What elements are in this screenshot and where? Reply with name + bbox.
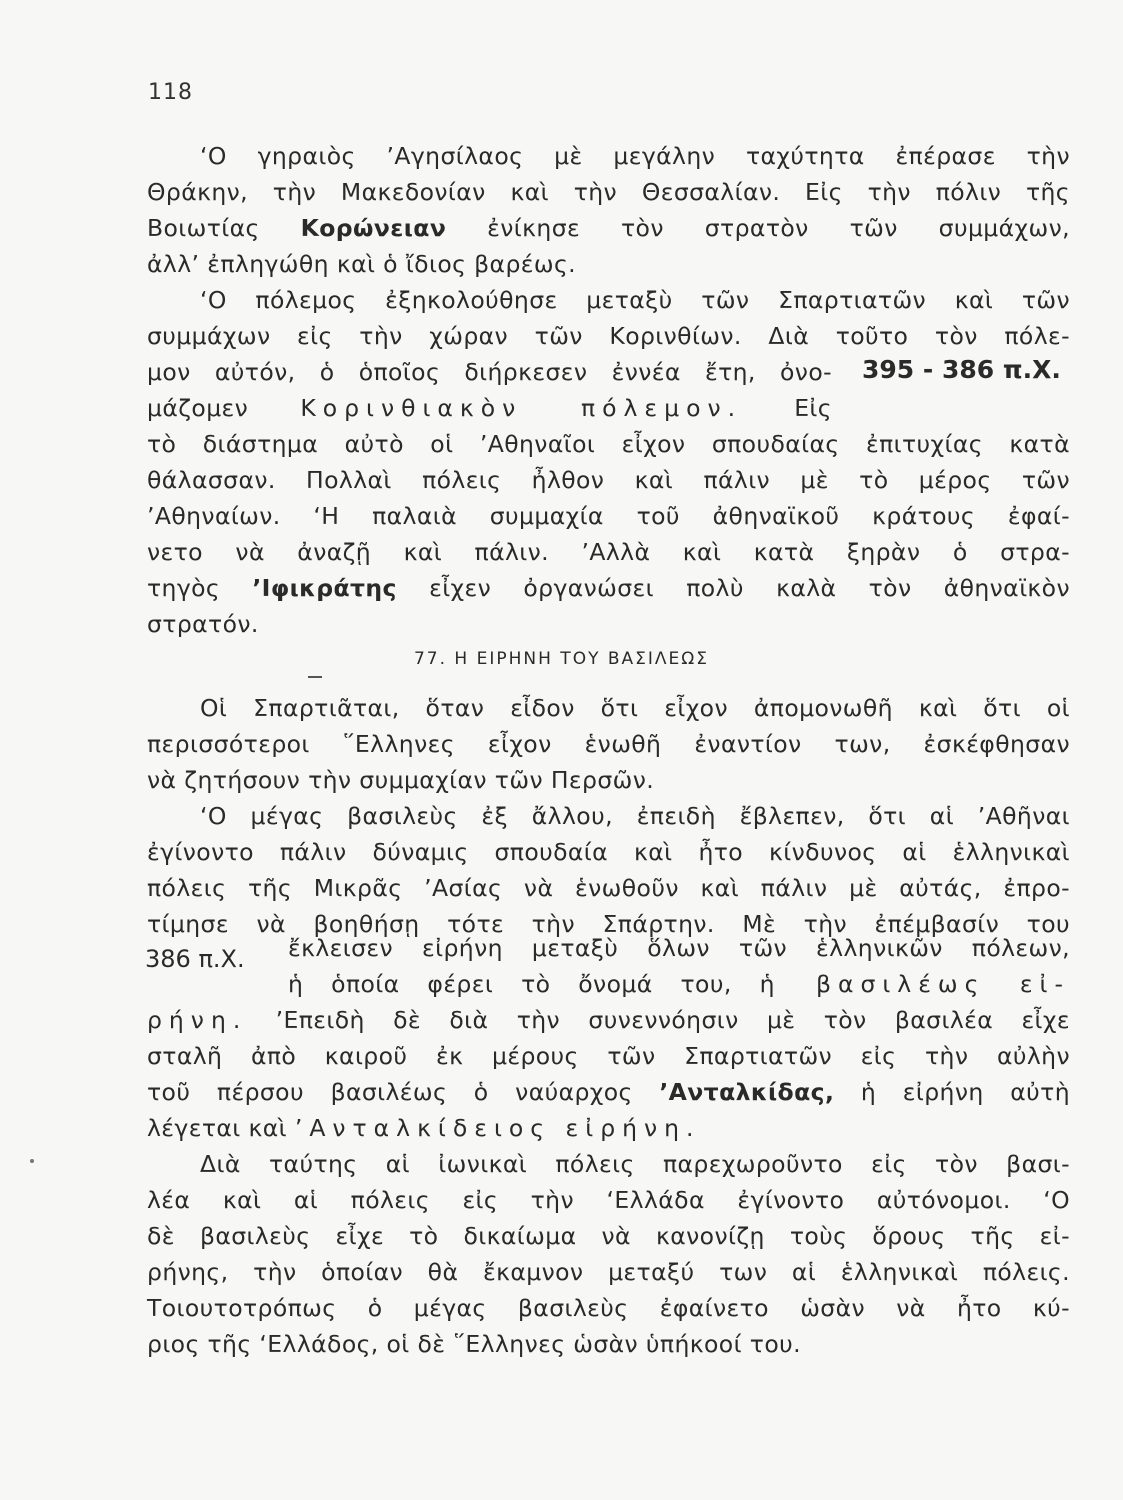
text-line: [147, 498, 1070, 534]
text-run: μον αὐτόν, ὁ ὁποῖος διήρκεσεν ἐννέα ἔτη, ὀνο-: [147, 358, 832, 386]
text-line: [147, 606, 1070, 642]
text-run: Θράκην, τὴν Μακεδονίαν καὶ τὴν Θεσσαλίαν. Εἰς τὴν πόλιν τῆς: [147, 178, 1070, 206]
spaced-term: Κορινθιακὸν πόλεμον.: [300, 394, 743, 422]
text-line: [147, 390, 832, 426]
text-run: ἡ ὁποία φέρει τὸ ὄνομά του,: [288, 970, 760, 998]
text-line: [200, 798, 1070, 834]
text-run: ἐνίκησε τὸν στρατὸν τῶν συμμάχων,: [446, 214, 1070, 242]
text-line: [147, 1038, 1070, 1074]
text-run: πόλεις τῆς Μικρᾶς ’Ασίας νὰ ἑνωθοῦν καὶ πάλιν μὲ αὐτάς, ἐπρο-: [147, 874, 1070, 902]
text-line: [200, 138, 1070, 174]
text-run: ἐγίνοντο πάλιν δύναμις σπουδαία καὶ ἦτο κίνδυνος αἱ ἑλληνικαὶ: [147, 838, 1070, 866]
divider: [308, 676, 322, 678]
text-run: νὰ ζητήσουν τὴν συμμαχίαν τῶν Περσῶν.: [147, 766, 655, 794]
text-line: [147, 1254, 1070, 1290]
spaced-term: ρήνη.: [147, 1006, 248, 1034]
text-line: [147, 210, 1070, 246]
text-line: [147, 1002, 1070, 1038]
page-speck: [30, 1159, 34, 1163]
text-run: θάλασσαν. Πολλαὶ πόλεις ἦλθον καὶ πάλιν μὲ τὸ μέρος τῶν: [147, 466, 1070, 494]
text-line: [288, 966, 1070, 1002]
text-run: νετο νὰ ἀναζῇ καὶ πάλιν. ’Αλλὰ καὶ κατὰ ξηρὰν ὁ στρα-: [147, 538, 1070, 566]
text-run: τὸ διάστημα αὐτὸ οἱ ’Αθηναῖοι εἶχον σπουδαίας ἐπιτυχίας κατὰ: [147, 430, 1070, 458]
text-line: [200, 282, 1070, 318]
text-run: δὲ βασιλεὺς εἶχε τὸ δικαίωμα νὰ κανονίζῃ τοὺς ὅρους τῆς εἰ-: [147, 1222, 1070, 1250]
text-line: [147, 870, 1070, 906]
text-run: ‘Ο πόλεμος ἐξηκολούθησε μεταξὺ τῶν Σπαρτιατῶν καὶ τῶν: [200, 286, 1070, 314]
spaced-term: ’Ανταλκίδειος εἰρήνη.: [294, 1114, 701, 1142]
text-line: [147, 1290, 1070, 1326]
text-line: [147, 462, 1070, 498]
spaced-term: ἡ βασιλέως εἰ-: [759, 970, 1070, 998]
page-number: 118: [148, 80, 193, 105]
text-run: τηγὸς: [147, 574, 253, 602]
text-line: [147, 726, 1070, 762]
text-line: [147, 570, 1070, 606]
text-run: Εἰς: [742, 394, 832, 422]
text-run: λέα καὶ αἱ πόλεις εἰς τὴν ‘Ελλάδα ἐγίνοντο αὐτόνομοι. ‘Ο: [147, 1186, 1070, 1214]
text-line: [147, 174, 1070, 210]
margin-date: 386 π.Χ.: [145, 945, 245, 973]
section-heading: 77. Η ΕΙΡΗΝΗ ΤΟΥ ΒΑΣΙΛΕΩΣ: [413, 649, 710, 669]
text-line: [147, 1110, 1070, 1146]
text-run: εἶχεν ὀργανώσει πολὺ καλὰ τὸν ἀθηναϊκὸν: [396, 574, 1070, 602]
text-run: Βοιωτίας: [147, 214, 301, 242]
text-run: ριος τῆς ‘Ελλάδος, οἱ δὲ ῞Ελληνες ὡσὰν ὑπήκοοί του.: [147, 1330, 801, 1358]
text-run: τίμησε νὰ βοηθήσῃ τότε τὴν Σπάρτην. Μὲ τὴν ἐπέμβασίν του: [147, 910, 1070, 938]
text-run: ἔκλεισεν εἰρήνη μεταξὺ ὅλων τῶν ἑλληνικῶν πόλεων,: [288, 934, 1070, 962]
text-run: ’Επειδὴ δὲ διὰ τὴν συνεννόησιν μὲ τὸν βασιλέα εἶχε: [247, 1006, 1070, 1034]
text-run: μάζομεν: [147, 394, 301, 422]
text-line: [147, 834, 1070, 870]
text-run: ’Αθηναίων. ‘Η παλαιὰ συμμαχία τοῦ ἀθηναϊκοῦ κράτους ἐφαί-: [147, 502, 1070, 530]
text-run: λέγεται καὶ: [147, 1114, 295, 1142]
margin-date: 395 - 386 π.Χ.: [862, 355, 1061, 384]
text-line: [147, 1218, 1070, 1254]
text-run: τοῦ πέρσου βασιλέως ὁ ναύαρχος: [147, 1078, 660, 1106]
text-line: [147, 426, 1070, 462]
text-run: περισσότεροι ῞Ελληνες εἶχον ἑνωθῆ ἐναντίον των, ἐσκέφθησαν: [147, 730, 1070, 758]
text-line: [147, 1326, 1070, 1362]
text-run: ἡ εἰρήνη αὐτὴ: [834, 1078, 1070, 1106]
text-line: [147, 354, 832, 390]
text-line: [200, 690, 1070, 726]
text-run: ἀλλ’ ἐπληγώθη καὶ ὁ ἴδιος βαρέως.: [147, 250, 577, 278]
text-run: Οἱ Σπαρτιᾶται, ὅταν εἶδον ὅτι εἶχον ἀπομονωθῆ καὶ ὅτι οἱ: [200, 694, 1070, 722]
text-line: [147, 318, 1070, 354]
text-line: [147, 246, 1070, 282]
text-run: ρήνης, τὴν ὁποίαν θὰ ἔκαμνον μεταξύ των αἱ ἑλληνικαὶ πόλεις.: [147, 1258, 1070, 1286]
text-line: [200, 1146, 1070, 1182]
text-line: [288, 930, 1070, 966]
text-line: [147, 1074, 1070, 1110]
text-line: [147, 762, 1070, 798]
bold-term: ’Ανταλκίδας,: [659, 1078, 835, 1106]
text-run: ‘Ο μέγας βασιλεὺς ἐξ ἄλλου, ἐπειδὴ ἔβλεπεν, ὅτι αἱ ’Αθῆναι: [200, 802, 1070, 830]
text-run: σταλῆ ἀπὸ καιροῦ ἐκ μέρους τῶν Σπαρτιατῶν εἰς τὴν αὐλὴν: [147, 1042, 1070, 1070]
bold-term: Κορώνειαν: [300, 214, 447, 242]
text-run: στρατόν.: [147, 610, 259, 638]
text-run: Τοιουτοτρόπως ὁ μέγας βασιλεὺς ἐφαίνετο ὡσὰν νὰ ἦτο κύ-: [147, 1294, 1070, 1322]
bold-term: ’Ιφικράτης: [252, 574, 397, 602]
text-line: [147, 534, 1070, 570]
text-run: συμμάχων εἰς τὴν χώραν τῶν Κορινθίων. Διὰ τοῦτο τὸν πόλε-: [147, 322, 1070, 350]
text-line: [147, 1182, 1070, 1218]
text-run: Διὰ ταύτης αἱ ἰωνικαὶ πόλεις παρεχωροῦντο εἰς τὸν βασι-: [200, 1150, 1070, 1178]
text-run: ‘Ο γηραιὸς ’Αγησίλαος μὲ μεγάλην ταχύτητα ἐπέρασε τὴν: [200, 142, 1070, 170]
